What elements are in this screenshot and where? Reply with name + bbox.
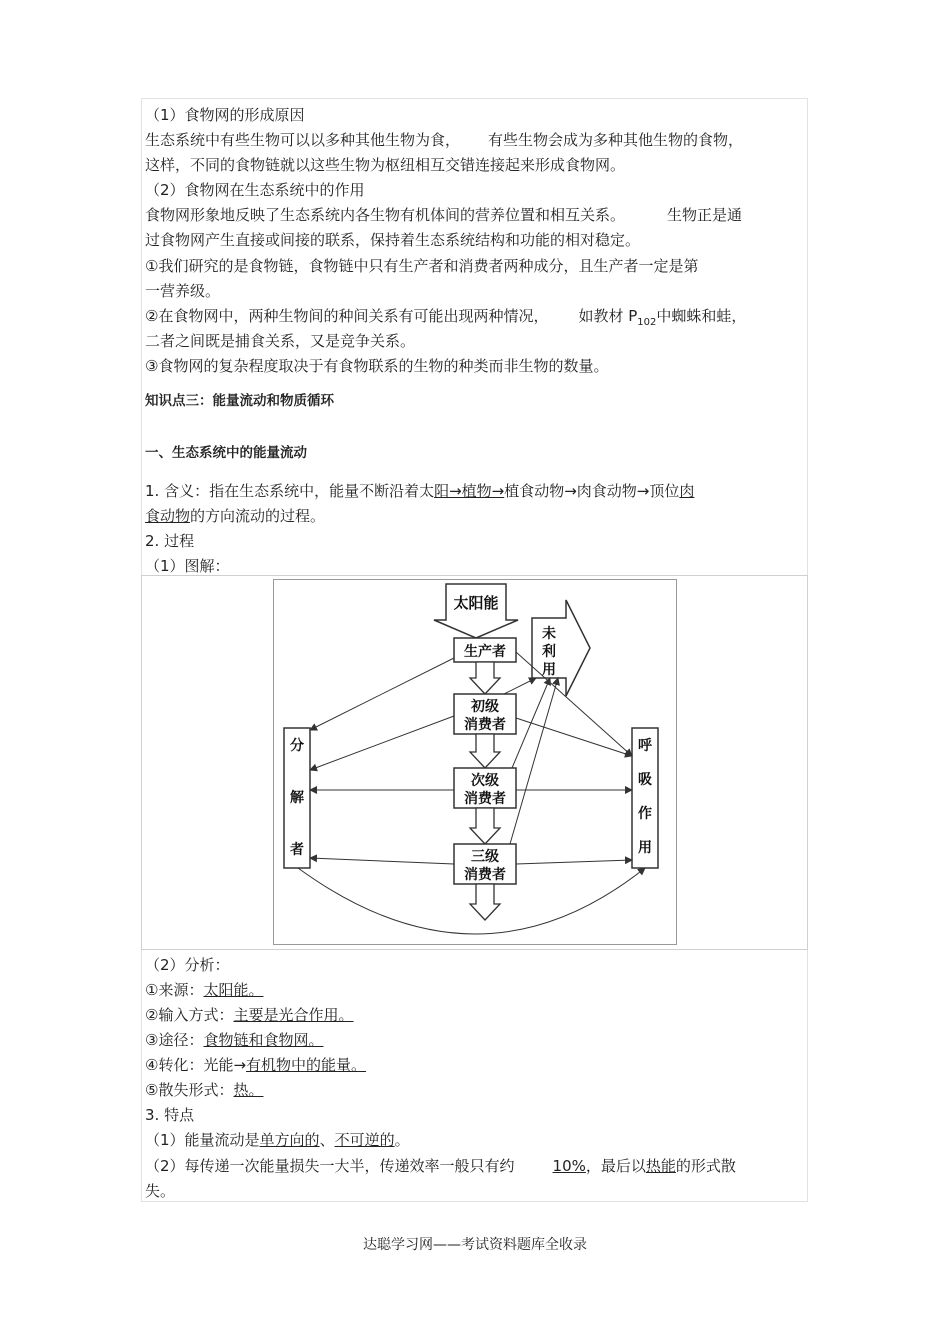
note-1: ①我们研究的是食物链，食物链中只有生产者和消费者两种成分，且生产者一定是第 <box>145 257 699 275</box>
secondary-consumer-box <box>454 768 516 808</box>
svg-text:用: 用 <box>638 840 652 856</box>
energy-flow-diagram <box>273 579 677 945</box>
svg-text:消费者: 消费者 <box>464 867 506 883</box>
paragraph-line: 过食物网产生直接或间接的联系，保持着生态系统结构和功能的相对稳定。 <box>145 231 641 249</box>
feature-2: （2）每传递一次能量损失一大半，传递效率一般只有约 10%，最后以热能的形式散 <box>145 1157 736 1175</box>
process-title: 2. 过程 <box>145 532 195 550</box>
note-2-cont: 二者之间既是捕食关系，又是竞争关系。 <box>145 332 416 350</box>
definition-line: 1. 含义：指在生态系统中，能量不断沿着太阳→植物→植食动物→肉食动物→顶位肉 <box>145 482 695 500</box>
flow-arrow-2 <box>470 734 500 768</box>
svg-text:作: 作 <box>638 806 652 822</box>
svg-text:生产者: 生产者 <box>464 644 506 660</box>
note-1-cont: 一营养级。 <box>145 282 221 300</box>
feature-1: （1）能量流动是单方向的、不可逆的。 <box>145 1131 410 1149</box>
note-3: ③食物网的复杂程度取决于有食物联系的生物的种类而非生物的数量。 <box>145 357 609 375</box>
decomposer-box <box>284 728 310 868</box>
flow-arrow-1 <box>470 662 500 694</box>
svg-text:分: 分 <box>290 738 304 754</box>
knowledge-point-title: 知识点三：能量流动和物质循环 <box>145 393 334 409</box>
analysis-path: ③途径：食物链和食物网。 <box>145 1031 324 1049</box>
svg-text:消费者: 消费者 <box>464 791 506 807</box>
svg-text:消费者: 消费者 <box>464 717 506 733</box>
paragraph-line: 这样，不同的食物链就以这些生物为枢纽相互交错连接起来形成食物网。 <box>145 156 626 174</box>
producer-box <box>454 638 516 662</box>
svg-text:用: 用 <box>542 662 556 678</box>
definition-line-cont: 食动物的方向流动的过程。 <box>145 507 326 525</box>
primary-consumer-box <box>454 694 516 734</box>
note-2: ②在食物网中，两种生物间的种间关系有可能出现两种情况， 如教材 $P_{102}$中蜘蛛和蛙， <box>145 307 747 328</box>
svg-text:未: 未 <box>542 626 556 642</box>
sun-energy-arrow <box>434 584 518 638</box>
features-title: 3. 特点 <box>145 1106 195 1124</box>
paragraph-line: 生态系统中有些生物可以以多种其他生物为食， 有些生物会成为多种其他生物的食物， <box>145 131 744 149</box>
svg-text:吸: 吸 <box>638 772 652 788</box>
flow-arrow-3 <box>470 808 500 844</box>
flow-arrow-4 <box>470 884 500 920</box>
svg-text:解: 解 <box>290 790 304 806</box>
analysis-input: ②输入方式：主要是光合作用。 <box>145 1006 354 1024</box>
page-footer: 达聪学习网——考试资料题库全收录 <box>363 1237 587 1253</box>
svg-text:呼: 呼 <box>638 738 652 754</box>
analysis-loss: ⑤散失形式：热。 <box>145 1081 264 1099</box>
analysis-title: （2）分析： <box>145 956 230 974</box>
section-title-energy-flow: 一、生态系统中的能量流动 <box>145 445 307 461</box>
analysis-source: ①来源：太阳能。 <box>145 981 264 999</box>
analysis-convert: ④转化：光能→有机物中的能量。 <box>145 1056 367 1074</box>
svg-text:者: 者 <box>290 842 304 858</box>
feature-2-cont: 失。 <box>145 1182 176 1200</box>
svg-text:三级: 三级 <box>471 849 499 865</box>
diagram-title: （1）图解： <box>145 557 230 575</box>
paragraph-line: 食物网形象地反映了生态系统内各生物有机体间的营养位置和相互关系。 生物正是通 <box>145 206 743 224</box>
heading-food-web-role: （2）食物网在生态系统中的作用 <box>145 181 365 199</box>
tertiary-consumer-box <box>454 844 516 884</box>
sun-energy-label: 太阳能 <box>453 594 499 612</box>
svg-text:利: 利 <box>542 644 556 660</box>
svg-text:初级: 初级 <box>471 699 499 715</box>
unused-arrow <box>532 600 590 696</box>
heading-food-web-cause: （1）食物网的形成原因 <box>145 106 305 124</box>
svg-text:次级: 次级 <box>471 773 499 789</box>
respiration-box <box>632 728 658 868</box>
